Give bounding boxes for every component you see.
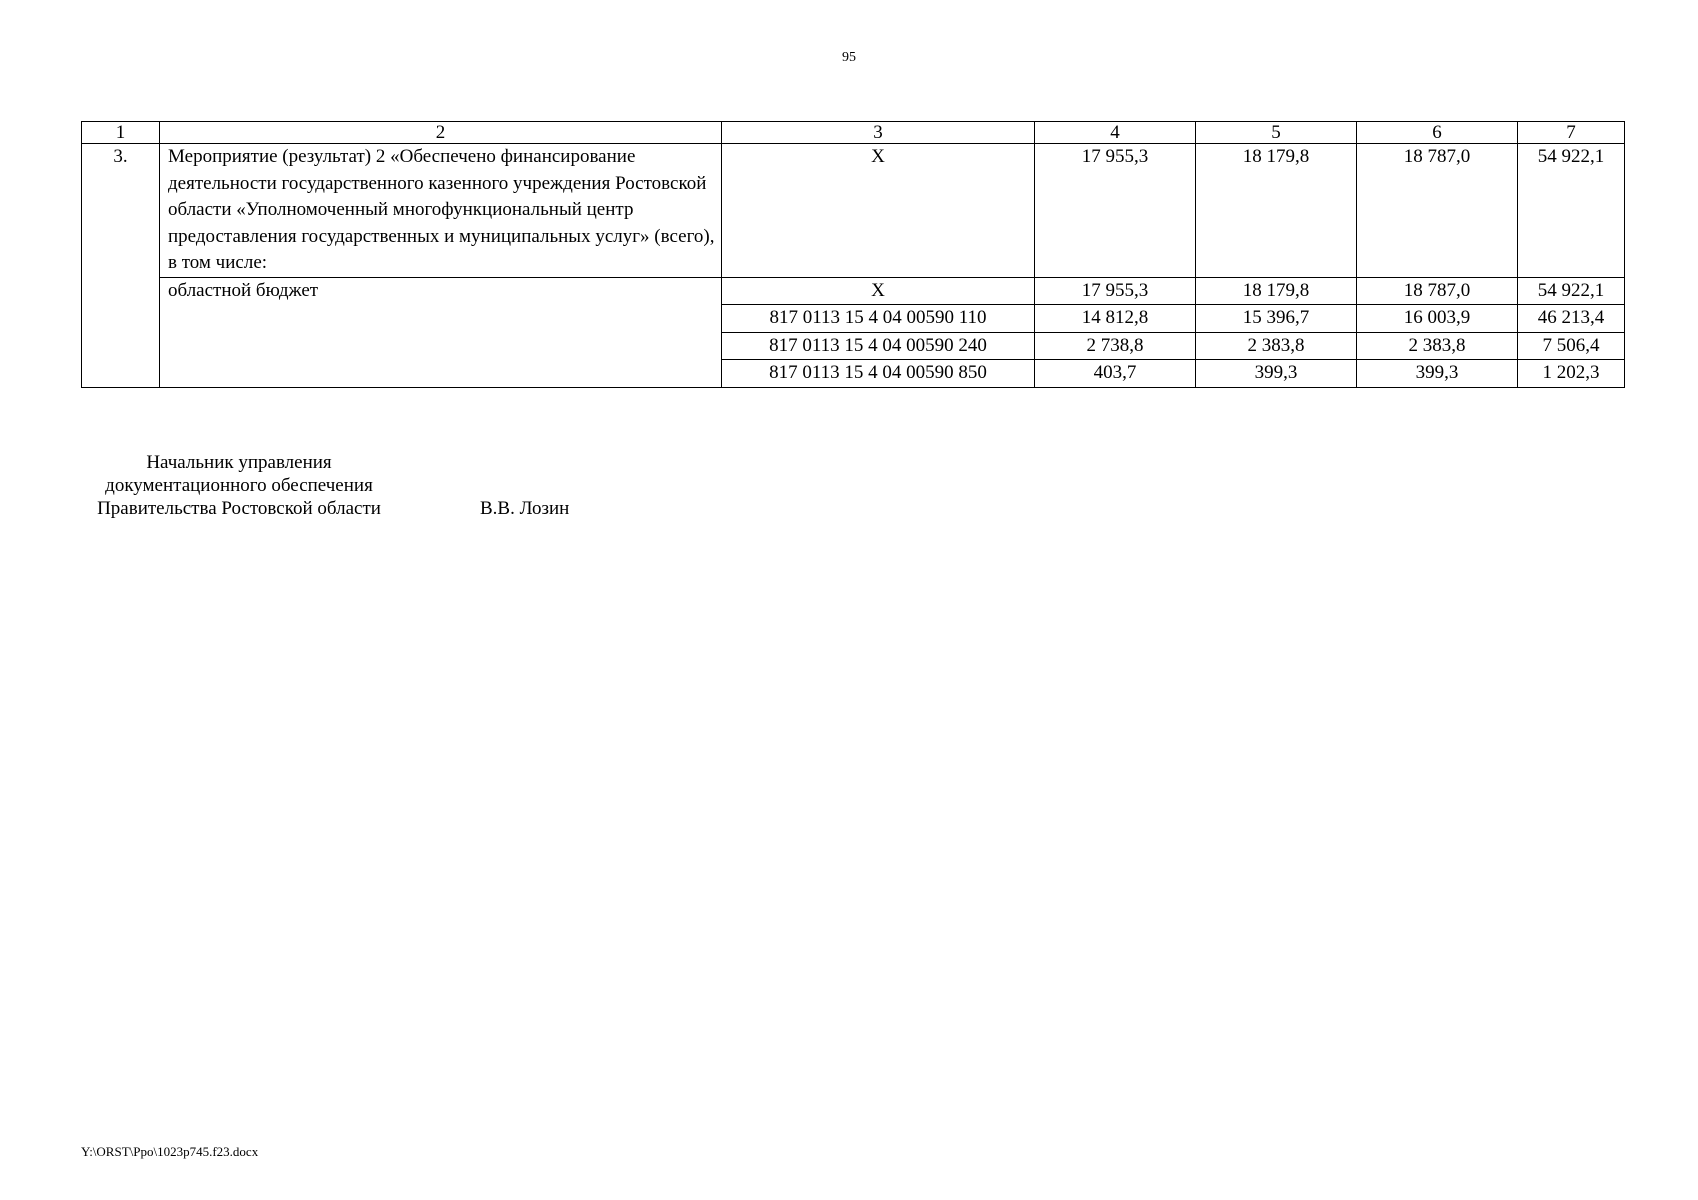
value-col-7: 1 202,3 (1518, 360, 1625, 388)
value-col-5: 18 179,8 (1196, 277, 1357, 305)
budget-table (81, 121, 1625, 388)
budget-code: 817 0113 15 4 04 00590 240 (722, 332, 1035, 360)
header-cell: 3 (722, 122, 1035, 144)
header-cell: 1 (82, 122, 160, 144)
value-col-6: 18 787,0 (1357, 277, 1518, 305)
header-cell: 5 (1196, 122, 1357, 144)
value-col-4: 17 955,3 (1035, 277, 1196, 305)
value-col-7: 54 922,1 (1518, 277, 1625, 305)
header-cell: 6 (1357, 122, 1518, 144)
header-cell: 7 (1518, 122, 1625, 144)
value-col-4: 403,7 (1035, 360, 1196, 388)
value-col-5: 18 179,8 (1196, 144, 1357, 278)
position-line: документационного обеспечения (105, 475, 373, 496)
value-col-6: 2 383,8 (1357, 332, 1518, 360)
budget-code: 817 0113 15 4 04 00590 110 (722, 305, 1035, 333)
activity-description: Мероприятие (результат) 2 «Обеспечено финансирование деятельности государственного казенного учреждения Ростовской области «Уполномоченный многофункциональный центр предоставления государственных и муниципальных услуг» (всего), в том числе: (160, 144, 722, 278)
budget-code: X (722, 144, 1035, 278)
budget-code: X (722, 277, 1035, 305)
value-col-5: 2 383,8 (1196, 332, 1357, 360)
signatory-position (84, 451, 394, 520)
value-col-4: 2 738,8 (1035, 332, 1196, 360)
value-col-6: 16 003,9 (1357, 305, 1518, 333)
value-col-5: 399,3 (1196, 360, 1357, 388)
table-row (82, 277, 1625, 305)
value-col-6: 399,3 (1357, 360, 1518, 388)
table-row (82, 144, 1625, 278)
position-line: Начальник управления (146, 452, 332, 473)
value-col-4: 17 955,3 (1035, 144, 1196, 278)
position-line: Правительства Ростовской области (97, 498, 381, 519)
value-col-5: 15 396,7 (1196, 305, 1357, 333)
table-header-row (82, 122, 1625, 144)
value-col-7: 54 922,1 (1518, 144, 1625, 278)
header-cell: 2 (160, 122, 722, 144)
signatory-name: В.В. Лозин (480, 498, 570, 519)
signature-block (84, 451, 570, 520)
budget-code: 817 0113 15 4 04 00590 850 (722, 360, 1035, 388)
value-col-7: 7 506,4 (1518, 332, 1625, 360)
row-number: 3. (82, 144, 160, 388)
value-col-6: 18 787,0 (1357, 144, 1518, 278)
value-col-4: 14 812,8 (1035, 305, 1196, 333)
header-cell: 4 (1035, 122, 1196, 144)
budget-label: областной бюджет (160, 277, 722, 387)
value-col-7: 46 213,4 (1518, 305, 1625, 333)
file-path-footer: Y:\ORST\Ppo\1023p745.f23.docx (81, 1144, 259, 1159)
page-number: 95 (842, 50, 856, 65)
